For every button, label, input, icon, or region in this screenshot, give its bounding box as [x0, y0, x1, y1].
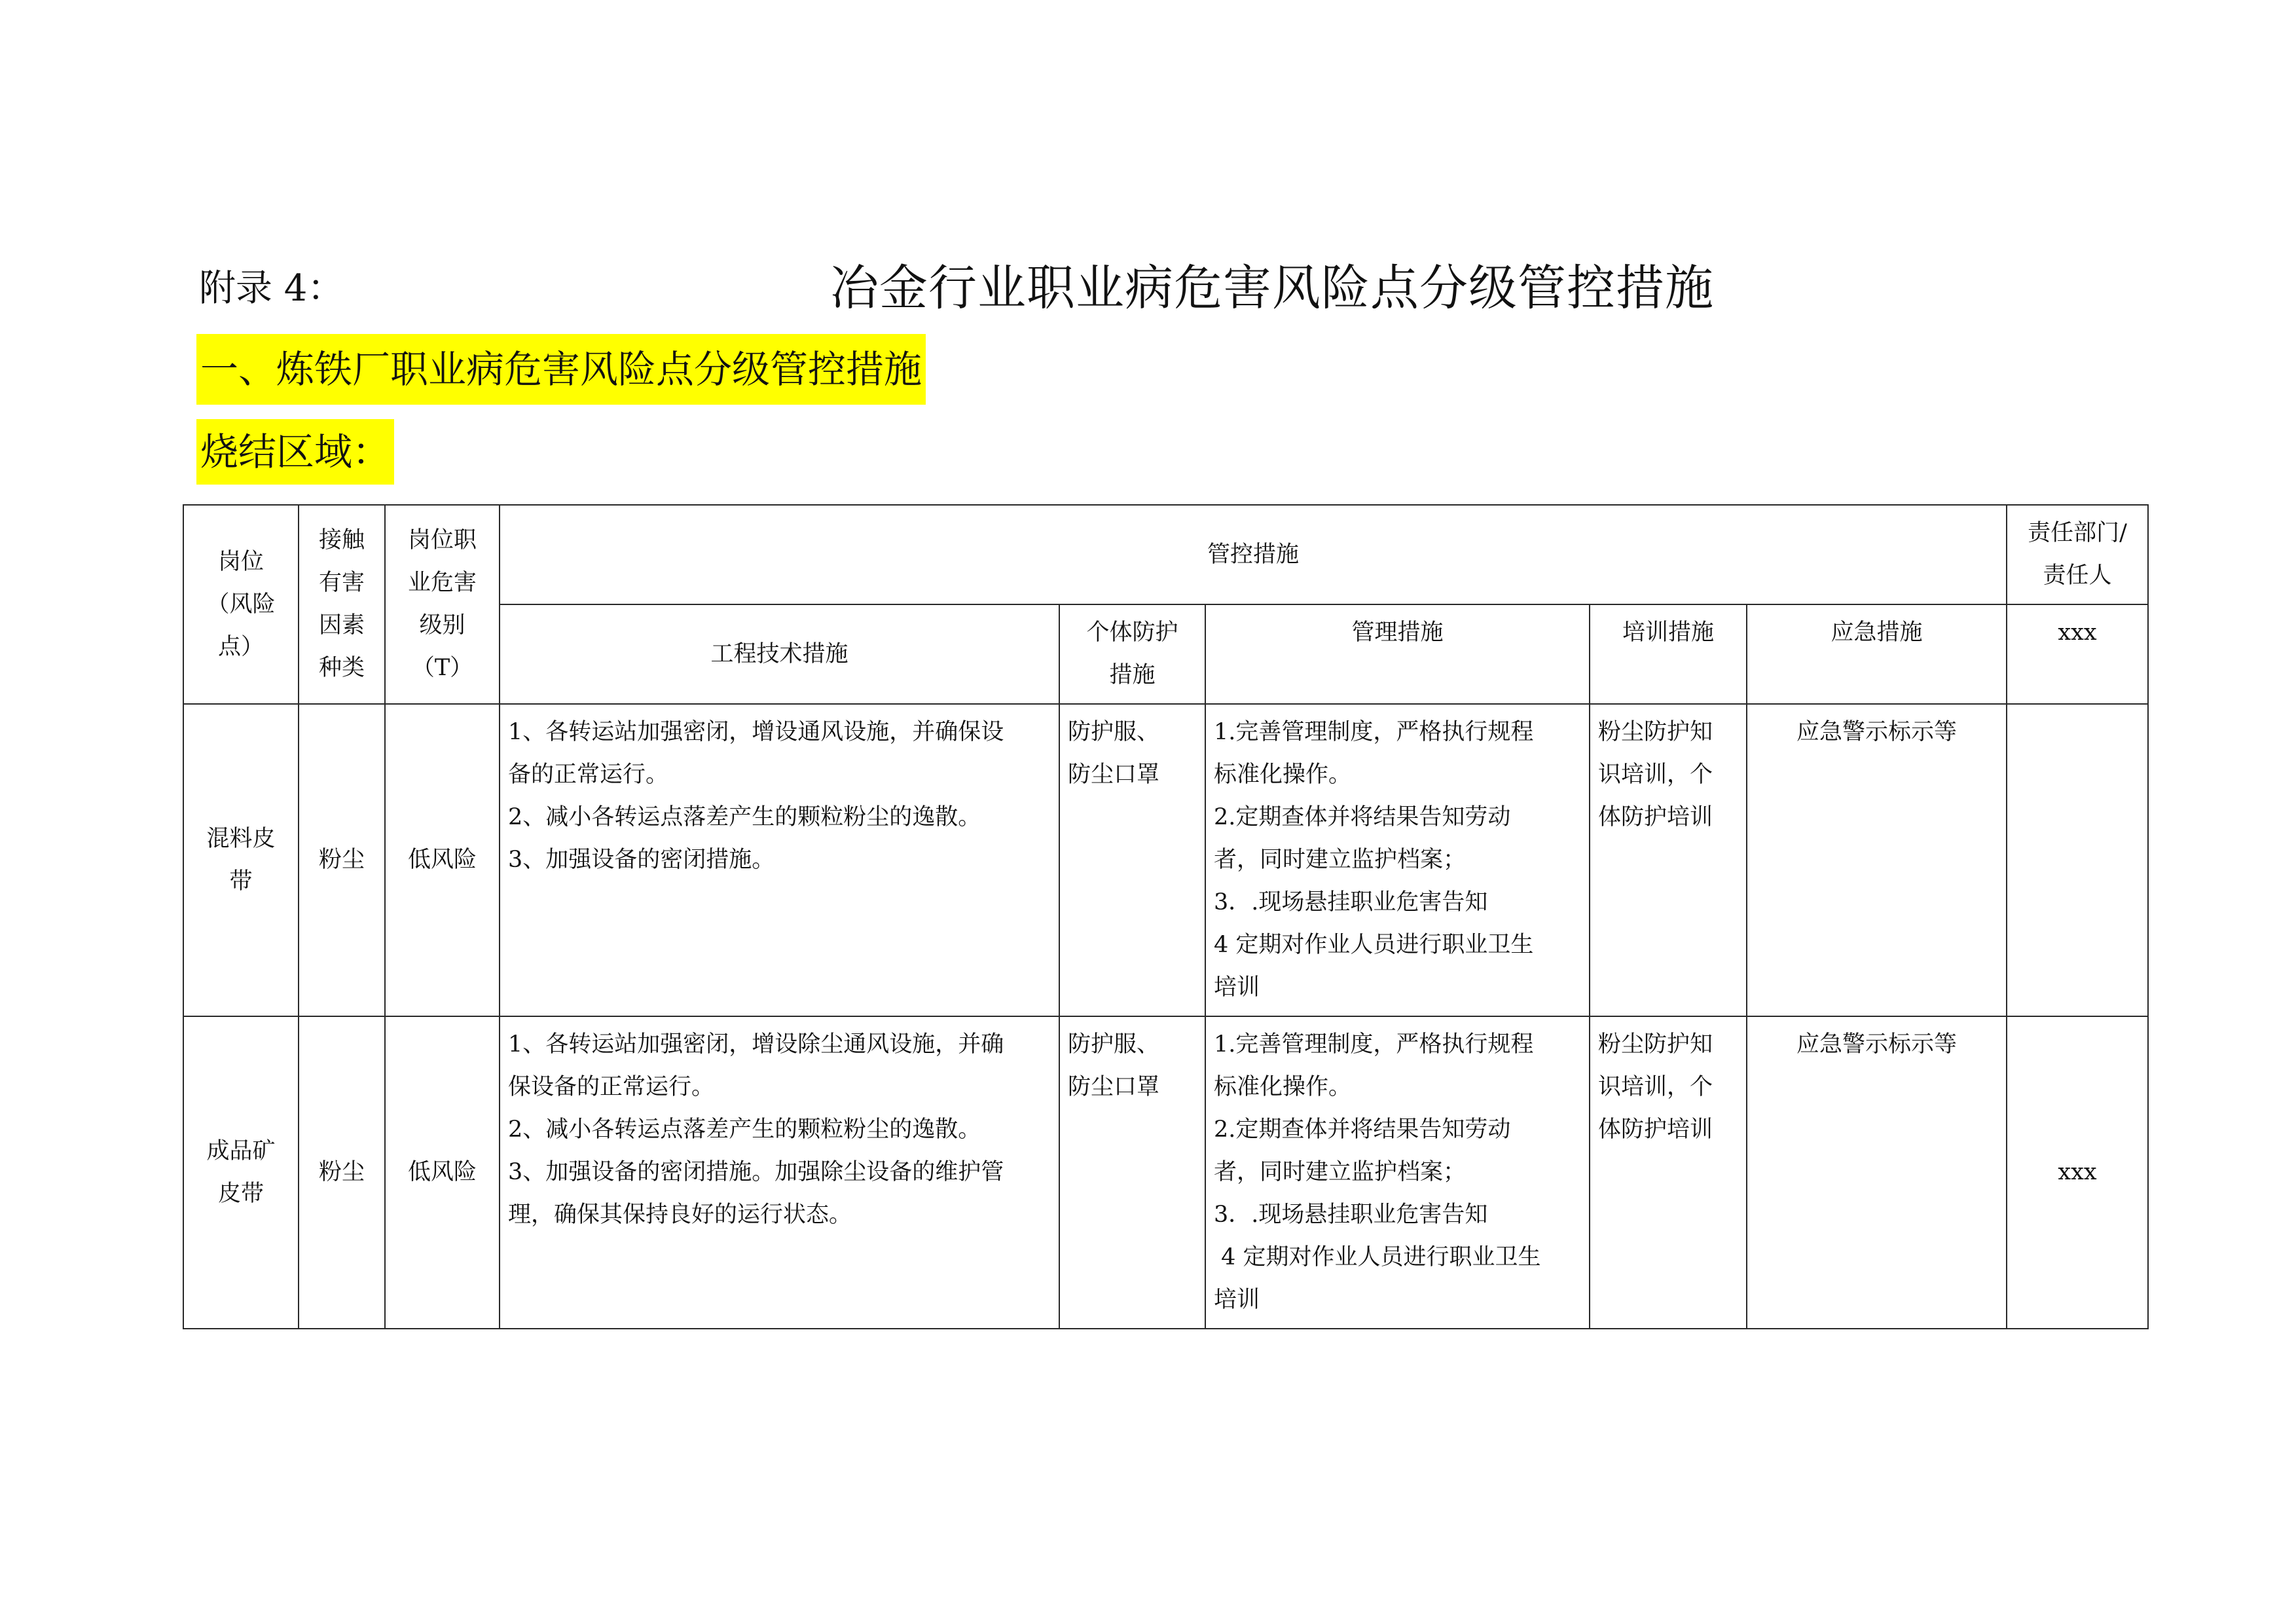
page-title: 冶金行业职业病危害风险点分级管控措施 — [830, 260, 1714, 316]
text-line: 1.完善管理制度，严格执行规程 — [1214, 719, 1534, 745]
text-line: （风险 — [206, 591, 276, 618]
risk-control-table — [183, 504, 2149, 1329]
text-line: 带 — [229, 868, 253, 895]
cell-training — [1590, 704, 1747, 1016]
header-responsible-value: xxx — [2007, 604, 2148, 704]
cell-post — [183, 1016, 299, 1329]
text-line: 措施 — [1109, 662, 1156, 688]
text-line: 1.完善管理制度，严格执行规程 — [1214, 1031, 1534, 1058]
text-line: 培训 — [1214, 1287, 1260, 1313]
text-line: 岗位职 — [407, 527, 477, 553]
text-line: 体防护培训 — [1598, 1116, 1713, 1143]
text-line: 培训 — [1214, 974, 1260, 1001]
text-line: 2.定期查体并将结果告知劳动 — [1214, 1116, 1511, 1143]
text-line: 级别 — [419, 612, 465, 638]
text-line: 2、减小各转运点落差产生的颗粒粉尘的逸散。 — [508, 1116, 981, 1143]
header-row-1 — [183, 505, 2148, 604]
header-engineering: 工程技术措施 — [500, 604, 1059, 704]
cell-management — [1205, 704, 1590, 1016]
text-line: 标准化操作。 — [1214, 1074, 1352, 1100]
text-line: 3、加强设备的密闭措施。加强除尘设备的维护管 — [508, 1159, 1004, 1185]
text-line: 点） — [217, 633, 264, 660]
cell-ppe — [1059, 1016, 1205, 1329]
text-line: 3．.现场悬挂职业危害告知 — [1214, 889, 1488, 915]
header-training: 培训措施 — [1590, 604, 1747, 704]
text-line: 理，确保其保持良好的运行状态。 — [508, 1202, 852, 1228]
text-line: 2.定期查体并将结果告知劳动 — [1214, 804, 1511, 830]
cell-post — [183, 704, 299, 1016]
text-line: 2、减小各转运点落差产生的颗粒粉尘的逸散。 — [508, 804, 981, 830]
cell-emergency: 应急警示标示等 — [1747, 704, 2007, 1016]
section-title: 一、炼铁厂职业病危害风险点分级管控措施 — [196, 334, 926, 405]
text-line: 保设备的正常运行。 — [508, 1074, 715, 1100]
text-line: 因素 — [318, 612, 365, 638]
cell-responsible — [2007, 704, 2148, 1016]
text-line: 1、各转运站加强密闭，增设除尘通风设施，并确 — [508, 1031, 1004, 1058]
cell-level: 低风险 — [385, 704, 500, 1016]
cell-management — [1205, 1016, 1590, 1329]
header-ppe — [1059, 604, 1205, 704]
text-line: 4 定期对作业人员进行职业卫生 — [1214, 932, 1534, 958]
cell-responsible: xxx — [2007, 1016, 2148, 1329]
text-line: 种类 — [318, 655, 365, 681]
cell-hazard: 粉尘 — [299, 704, 385, 1016]
text-line: 个体防护 — [1086, 619, 1178, 646]
text-line: 责任人 — [2043, 563, 2112, 589]
cell-emergency: 应急警示标示等 — [1747, 1016, 2007, 1329]
text-line: 皮带 — [217, 1180, 264, 1207]
text-line: 岗位 — [217, 548, 264, 575]
text-line: 防尘口罩 — [1068, 1074, 1160, 1100]
cell-training — [1590, 1016, 1747, 1329]
text-line: 成品矿 — [206, 1137, 276, 1164]
cell-ppe — [1059, 704, 1205, 1016]
text-line: 业危害 — [407, 570, 477, 596]
text-line: 者，同时建立监护档案； — [1214, 1159, 1467, 1185]
text-line: 混料皮 — [206, 825, 276, 852]
text-line: 有害 — [318, 570, 365, 596]
table-row — [183, 1016, 2148, 1329]
text-line: 责任部门/ — [2028, 520, 2127, 546]
text-line: 接触 — [318, 527, 365, 553]
cell-level: 低风险 — [385, 1016, 500, 1329]
header-management: 管理措施 — [1205, 604, 1590, 704]
appendix-label: 附录 4： — [199, 267, 344, 310]
text-line: 防尘口罩 — [1068, 762, 1160, 788]
table-row — [183, 704, 2148, 1016]
text-line: 备的正常运行。 — [508, 762, 669, 788]
text-line: 体防护培训 — [1598, 804, 1713, 830]
text-line: 粉尘防护知 — [1598, 1031, 1713, 1058]
text-line: 识培训，个 — [1598, 762, 1713, 788]
header-level — [385, 505, 500, 704]
cell-hazard: 粉尘 — [299, 1016, 385, 1329]
header-responsible — [2007, 505, 2148, 604]
cell-engineering — [500, 704, 1059, 1016]
text-line: 识培训，个 — [1598, 1074, 1713, 1100]
header-post — [183, 505, 299, 704]
header-emergency: 应急措施 — [1747, 604, 2007, 704]
text-line: 3．.现场悬挂职业危害告知 — [1214, 1202, 1488, 1228]
header-control: 管控措施 — [500, 505, 2007, 604]
text-line: 防护服、 — [1068, 719, 1160, 745]
text-line: （T） — [411, 655, 473, 681]
text-line: 粉尘防护知 — [1598, 719, 1713, 745]
text-line: 防护服、 — [1068, 1031, 1160, 1058]
text-line: 1、各转运站加强密闭，增设通风设施，并确保设 — [508, 719, 1004, 745]
text-line: 者，同时建立监护档案； — [1214, 847, 1467, 873]
text-line: 4 定期对作业人员进行职业卫生 — [1214, 1244, 1541, 1270]
text-line: 标准化操作。 — [1214, 762, 1352, 788]
header-hazard — [299, 505, 385, 704]
area-title: 烧结区域： — [196, 419, 394, 485]
text-line: 3、加强设备的密闭措施。 — [508, 847, 775, 873]
cell-engineering — [500, 1016, 1059, 1329]
